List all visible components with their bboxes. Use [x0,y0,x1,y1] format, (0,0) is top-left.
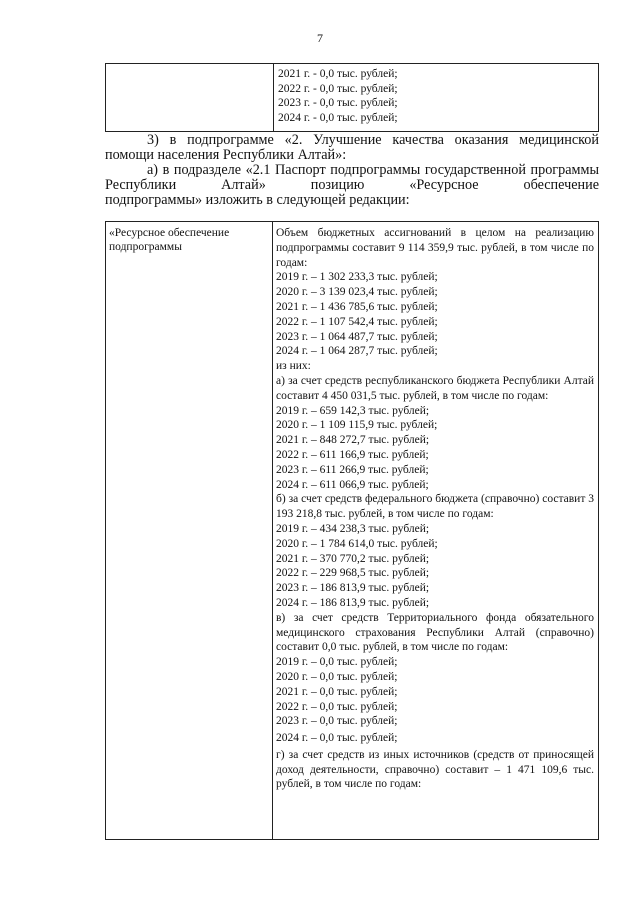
tfoms-year-line: 2023 г. – 0,0 тыс. рублей; [276,715,398,728]
tfoms-text: в) за счет средств Территориального фонда обязательного медицинского страхования Республики Алтай (справочно) составит 0,0 тыс. рублей, в том числе по годам: [276,611,594,654]
top-table-years-cell [274,64,599,132]
republican-year-line: 2020 г. – 1 109 115,9 тыс. рублей; [276,419,438,432]
resource-table [105,221,599,840]
other-sources-text: г) за счет средств из иных источников (средств от приносящей доход деятельности, справочно) составит – 1 471 109,6 тыс. рублей, в том числе по годам: [276,748,594,791]
total-year-line: 2023 г. – 1 064 487,7 тыс. рублей; [276,330,438,343]
tfoms-year-line: 2021 г. – 0,0 тыс. рублей; [276,685,398,698]
paragraph-subsection: а) в подразделе «2.1 Паспорт подпрограммы государственной программы Республики Алтай» позицию «Ресурсное обеспечение [105,162,599,193]
paragraph-edit-instruction: подпрограммы» изложить в следующей редакции: [105,192,410,208]
tfoms-year-line: 2020 г. – 0,0 тыс. рублей; [276,670,398,683]
federal-year-line: 2022 г. – 229 968,5 тыс. рублей; [276,567,430,580]
of-which-label: из них: [276,360,311,373]
year-line: 2021 г. - 0,0 тыс. рублей; [278,68,398,80]
republican-year-line: 2022 г. – 611 166,9 тыс. рублей; [276,448,429,461]
republican-year-line: 2019 г. – 659 142,3 тыс. рублей; [276,404,430,417]
total-year-line: 2019 г. – 1 302 233,3 тыс. рублей; [276,271,438,284]
federal-budget-text: б) за счет средств федерального бюджета (справочно) составит 3 193 218,8 тыс. рублей, в том числе по годам: [276,493,594,521]
federal-year-line: 2023 г. – 186 813,9 тыс. рублей; [276,582,430,595]
year-line: 2024 г. - 0,0 тыс. рублей; [278,111,398,124]
total-year-line: 2024 г. – 1 064 287,7 тыс. рублей; [276,345,438,358]
tfoms-year-line: 2024 г. – 0,0 тыс. рублей; [276,732,398,745]
total-intro: Объем бюджетных ассигнований в целом на реализацию подпрограммы составит 9 114 359,9 тыс. рублей, в том числе по годам: [276,227,594,269]
republican-year-line: 2021 г. – 848 272,7 тыс. рублей; [276,434,430,447]
page-number: 7 [317,31,323,45]
total-year-line: 2021 г. – 1 436 785,6 тыс. рублей; [276,300,438,313]
top-table-empty-cell [106,64,274,132]
federal-year-line: 2019 г. – 434 238,3 тыс. рублей; [276,522,430,535]
total-year-line: 2020 г. – 3 139 023,4 тыс. рублей; [276,286,438,299]
federal-year-line: 2020 г. – 1 784 614,0 тыс. рублей; [276,537,438,550]
resource-label-cell [106,222,273,840]
republican-budget-text: а) за счет средств республиканского бюджета Республики Алтай составит 4 450 031,5 тыс. рублей, в том числе по годам: [276,374,594,402]
year-line: 2022 г. - 0,0 тыс. рублей; [278,82,398,95]
resource-label: «Ресурсное обеспечение подпрограммы [109,227,230,253]
paragraph-subprogram: 3) в подпрограмме «2. Улучшение качества оказания медицинской помощи населения Республики Алтай»: [105,132,599,163]
federal-year-line: 2024 г. – 186 813,9 тыс. рублей; [276,596,430,609]
total-year-line: 2022 г. – 1 107 542,4 тыс. рублей; [276,315,438,328]
republican-year-line: 2023 г. – 611 266,9 тыс. рублей; [276,463,429,476]
resource-content-cell [273,222,599,840]
top-table [105,63,599,132]
tfoms-year-line: 2022 г. – 0,0 тыс. рублей; [276,700,398,713]
republican-year-line: 2024 г. – 611 066,9 тыс. рублей; [276,478,429,491]
year-line: 2023 г. - 0,0 тыс. рублей; [278,97,398,110]
tfoms-year-line: 2019 г. – 0,0 тыс. рублей; [276,656,398,669]
federal-year-line: 2021 г. – 370 770,2 тыс. рублей; [276,552,430,565]
